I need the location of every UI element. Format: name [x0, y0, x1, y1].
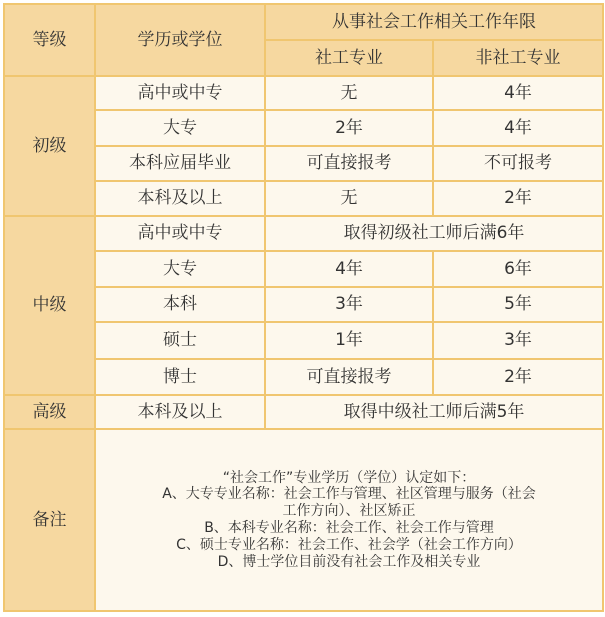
- sw-cell: 无: [265, 181, 433, 216]
- notes-row: [4, 429, 603, 611]
- header-non-sw-major: 非社工专业: [433, 40, 603, 76]
- level-intermediate: 中级: [4, 216, 95, 395]
- education-cell: 本科: [95, 287, 265, 322]
- education-cell: 本科及以上: [95, 181, 265, 216]
- non-sw-cell: 3年: [433, 322, 603, 359]
- header-education: 学历或学位: [95, 4, 265, 76]
- qualification-table: [3, 3, 604, 612]
- non-sw-cell: 4年: [433, 76, 603, 110]
- table-row: [4, 76, 603, 110]
- merged-requirement-cell: 取得中级社工师后满5年: [265, 395, 603, 429]
- non-sw-cell: 不可报考: [433, 146, 603, 181]
- sw-cell: 可直接报考: [265, 146, 433, 181]
- non-sw-cell: 2年: [433, 181, 603, 216]
- non-sw-cell: 4年: [433, 110, 603, 146]
- table-row: [4, 395, 603, 429]
- education-cell: 大专: [95, 251, 265, 287]
- note-line: 工作方向）、社区矫正: [282, 503, 416, 520]
- sw-cell: 可直接报考: [265, 359, 433, 395]
- merged-requirement-cell: 取得初级社工师后满6年: [265, 216, 603, 251]
- education-cell: 大专: [95, 110, 265, 146]
- education-cell: 高中或中专: [95, 216, 265, 251]
- sw-cell: 3年: [265, 287, 433, 322]
- non-sw-cell: 6年: [433, 251, 603, 287]
- non-sw-cell: 2年: [433, 359, 603, 395]
- non-sw-cell: 5年: [433, 287, 603, 322]
- sw-cell: 无: [265, 76, 433, 110]
- note-line: A、大专专业名称：社会工作与管理、社区管理与服务（社会: [162, 486, 536, 503]
- sw-cell: 2年: [265, 110, 433, 146]
- notes-cell: [95, 429, 603, 611]
- level-primary: 初级: [4, 76, 95, 216]
- header-sw-major: 社工专业: [265, 40, 433, 76]
- note-line: D、博士学位目前没有社会工作及相关专业: [217, 553, 481, 570]
- header-level: 等级: [4, 4, 95, 76]
- table-row: [4, 216, 603, 251]
- header-years-group: 从事社会工作相关工作年限: [265, 4, 603, 40]
- note-line: B、本科专业名称：社会工作、社会工作与管理: [204, 520, 494, 536]
- note-line: C、硕士专业名称：社会工作、社会学（社会工作方向）: [176, 536, 522, 553]
- sw-cell: 4年: [265, 251, 433, 287]
- education-cell: 高中或中专: [95, 76, 265, 110]
- education-cell: 博士: [95, 359, 265, 395]
- level-notes: 备注: [4, 429, 95, 611]
- note-line: “社会工作”专业学历（学位）认定如下：: [222, 469, 476, 486]
- education-cell: 本科及以上: [95, 395, 265, 429]
- level-senior: 高级: [4, 395, 95, 429]
- education-cell: 硕士: [95, 322, 265, 359]
- sw-cell: 1年: [265, 322, 433, 359]
- education-cell: 本科应届毕业: [95, 146, 265, 181]
